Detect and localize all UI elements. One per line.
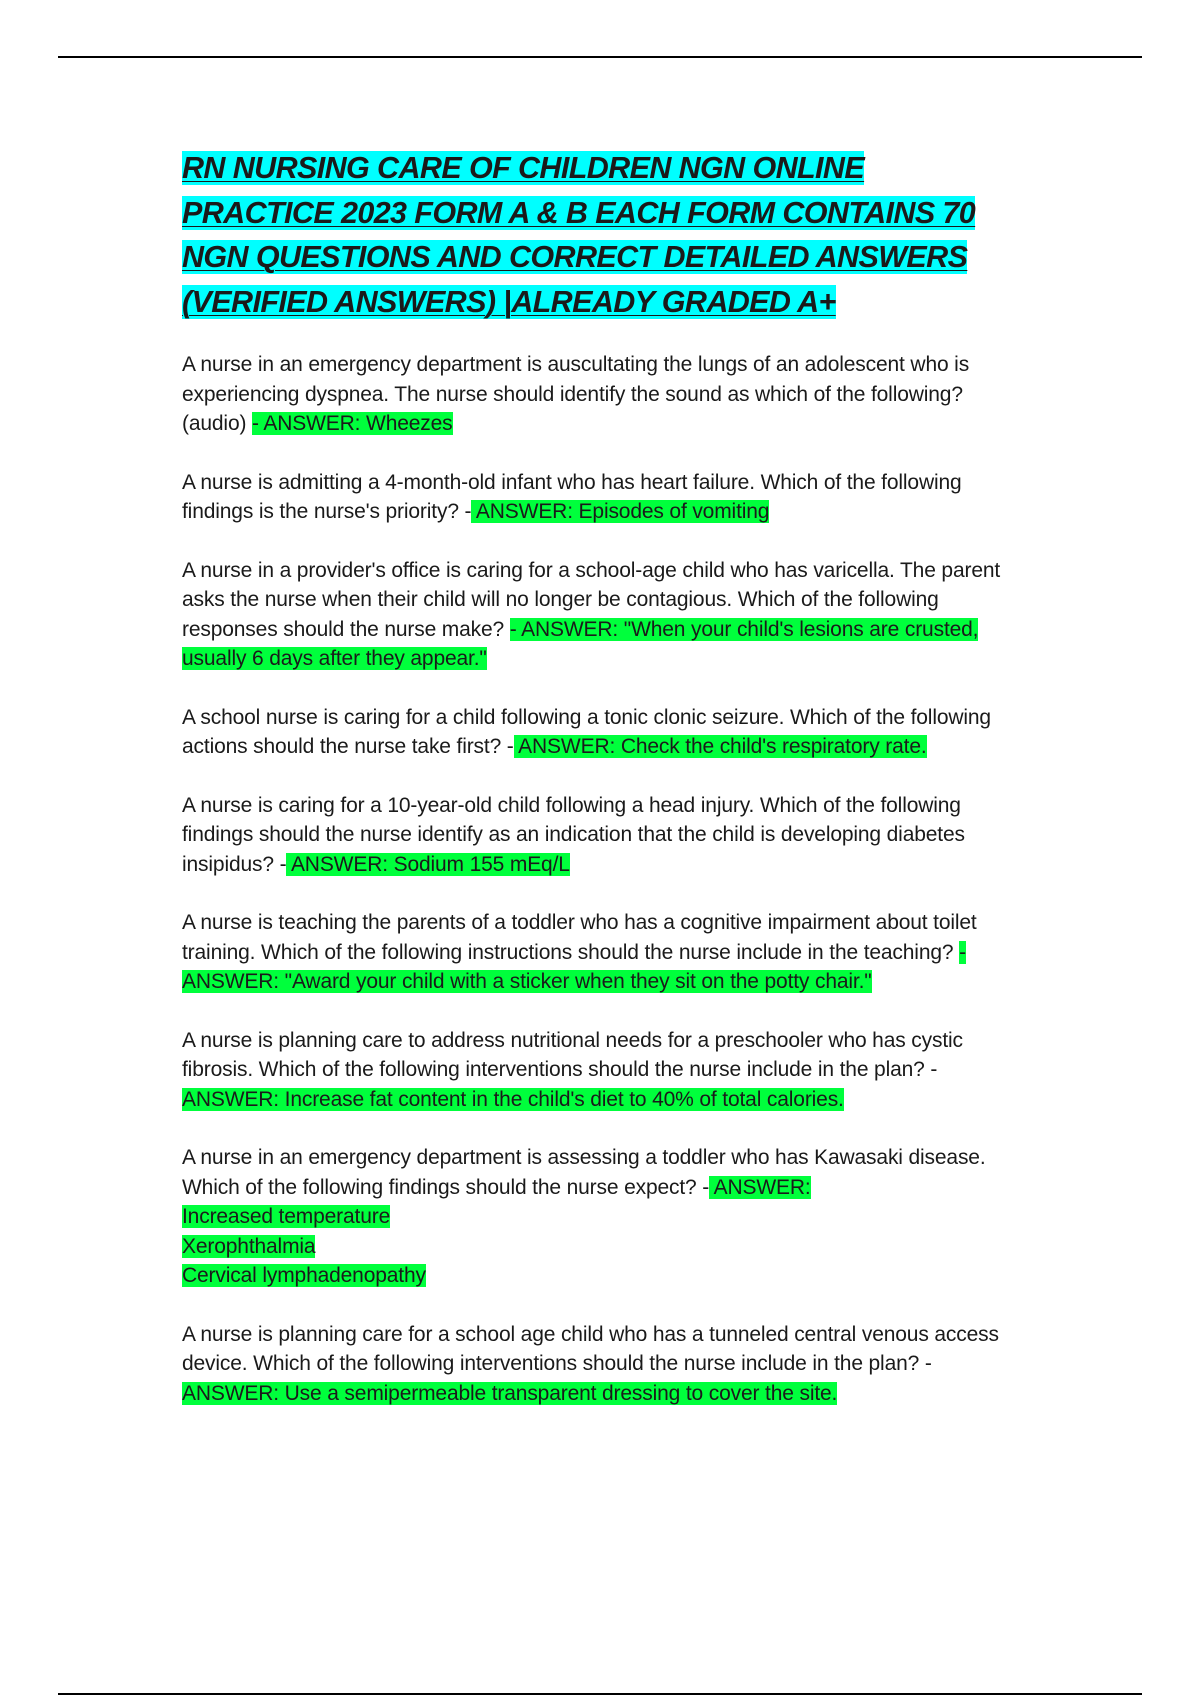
question-text: A nurse in an emergency department is assessing a toddler who has Kawasaki disease. Which of the following findings should the nurse expect? -	[182, 1146, 986, 1199]
answer-text: ANSWER: Increase fat content in the child's diet to 40% of total calories.	[182, 1087, 844, 1111]
question-item	[182, 556, 1022, 674]
question-item	[182, 1026, 1022, 1115]
answer-text: - ANSWER: "Award your child with a sticker when they sit on the potty chair."	[182, 940, 966, 993]
answer-text: ANSWER: Use a semipermeable transparent dressing to cover the site.	[182, 1381, 838, 1405]
bottom-rule	[58, 1693, 1142, 1695]
question-item	[182, 908, 1022, 997]
answer-text: - ANSWER: Wheezes	[252, 412, 453, 435]
answer-line: Increased temperature	[182, 1205, 391, 1228]
answer-text: ANSWER: Check the child's respiratory rate.	[513, 735, 927, 758]
top-rule	[58, 56, 1142, 58]
question-text: A nurse is admitting a 4-month-old infant who has heart failure. Which of the following findings is the nurse's priority? -	[182, 470, 962, 523]
question-item	[182, 791, 1022, 880]
question-text: A nurse is teaching the parents of a toddler who has a cognitive impairment about toilet training. Which of the following instructions should the nurse include in the teaching?	[182, 911, 977, 964]
question-text: A school nurse is caring for a child following a tonic clonic seizure. Which of the following actions should the nurse take first? -	[182, 705, 991, 758]
question-item-multi-answer	[182, 1143, 1022, 1291]
question-text: A nurse in a provider's office is caring for a school-age child who has varicella. The parent asks the nurse when their child will no longer be contagious. Which of the following responses should the nurse make?	[182, 558, 1001, 641]
document-title	[182, 146, 1022, 324]
question-item	[182, 468, 1022, 527]
document-title-text: RN NURSING CARE OF CHILDREN NGN ONLINE PRACTICE 2023 FORM A & B EACH FORM CONTAINS 70 NGN QUESTIONS AND CORRECT DETAILED ANSWERS (VERIFIED ANSWERS) |ALREADY GRADED A+	[182, 151, 976, 319]
question-text: A nurse is planning care to address nutritional needs for a preschooler who has cystic fibrosis. Which of the following interventions should the nurse include in the plan? -	[182, 1028, 963, 1081]
answer-text: - ANSWER: "When your child's lesions are crusted, usually 6 days after they appear."	[182, 617, 979, 670]
answer-text: ANSWER:	[709, 1175, 811, 1199]
question-item	[182, 703, 1022, 762]
question-text: A nurse is caring for a 10-year-old child following a head injury. Which of the following findings should the nurse identify as an indication that the child is developing diabetes insipidus? -	[182, 793, 965, 876]
question-text: A nurse is planning care for a school age child who has a tunneled central venous access device. Which of the following interventions should the nurse include in the plan? -	[182, 1322, 999, 1375]
question-text: A nurse in an emergency department is auscultating the lungs of an adolescent who is experiencing dyspnea. The nurse should identify the sound as which of the following? (audio)	[182, 353, 970, 435]
answer-line: Cervical lymphadenopathy	[182, 1264, 426, 1287]
answer-text: ANSWER: Sodium 155 mEq/L	[286, 852, 570, 876]
document-body	[182, 146, 1022, 1437]
answer-line: Xerophthalmia	[182, 1234, 316, 1258]
question-item	[182, 1320, 1022, 1409]
question-item	[182, 350, 1022, 439]
answer-text: ANSWER: Episodes of vomiting	[471, 500, 770, 523]
